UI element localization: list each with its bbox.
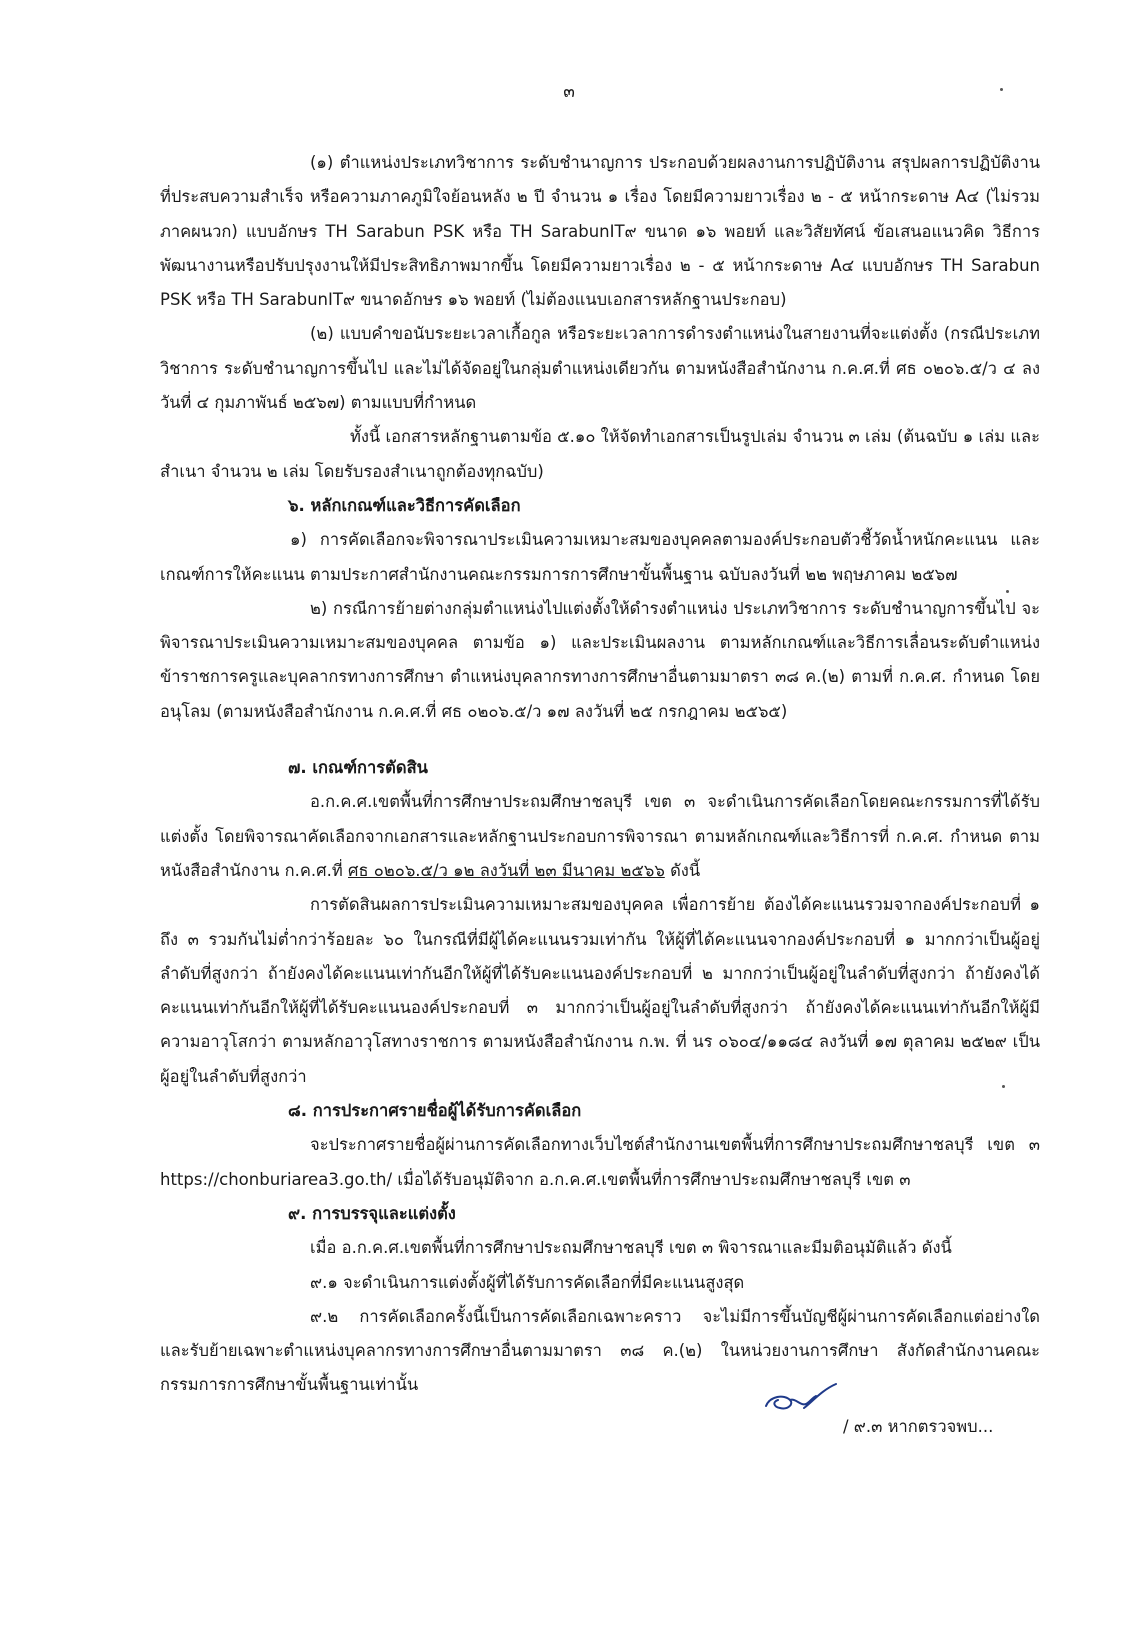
scan-speck bbox=[1006, 590, 1009, 593]
paragraph-note: ทั้งนี้ เอกสารหลักฐานตามข้อ ๕.๑๐ ให้จัดทำเอกสารเป็นรูปเล่ม จำนวน ๓ เล่ม (ต้นฉบับ ๑ เล่ม และสำเนา จำนวน ๒ เล่ม โดยรับรองสำเนาถูกต้องทุกฉบับ) bbox=[160, 427, 1040, 481]
section-heading-9: ๙. การบรรจุและแต่งตั้ง bbox=[288, 1203, 456, 1223]
judging-text-b: ดังนี้ bbox=[664, 860, 701, 880]
signature-mark bbox=[760, 1380, 840, 1420]
paragraph-item-1: (๑) ตำแหน่งประเภทวิชาการ ระดับชำนาญการ ประกอบด้วยผลงานการปฏิบัติงาน สรุปผลการปฏิบัติงานที่ประสบความสำเร็จ หรือความภาคภูมิใจย้อนหลัง ๒ ปี จำนวน ๑ เรื่อง โดยมีความยาวเรื่อง ๒ - ๕ หน้ากระดาษ A๔ (ไม่รวมภาคผนวก) แบบอักษร TH Sarabun PSK หรือ TH SarabunIT๙ ขนาด ๑๖ พอยท์ และวิสัยทัศน์ ข้อเสนอแนวคิด วิธีการพัฒนางานหรือปรับปรุงงานให้มีประสิทธิภาพมากขึ้น โดยมีความยาวเรื่อง ๒ - ๕ หน้ากระดาษ A๔ แบบอักษร TH Sarabun PSK หรือ TH SarabunIT๙ ขนาดอักษร ๑๖ พอยท์ (ไม่ต้องแนบเอกสารหลักฐานประกอบ) bbox=[160, 153, 1040, 310]
paragraph-item-2: (๒) แบบคำขอนับระยะเวลาเกื้อกูล หรือระยะเวลาการดำรงตำแหน่งในสายงานที่จะแต่งตั้ง (กรณีประเภทวิชาการ ระดับชำนาญการขึ้นไป และไม่ได้จัดอยู่ในกลุ่มตำแหน่งเดียวกัน ตามหนังสือสำนักงาน ก.ค.ศ.ที่ ศธ ๐๒๐๖.๕/ว ๔ ลงวันที่ ๔ กุมภาพันธ์ ๒๕๖๗) ตามแบบที่กำหนด bbox=[160, 324, 1040, 413]
judging-text-a: อ.ก.ค.ศ.เขตพื้นที่การศึกษาประถมศึกษาชลบุรี เขต ๓ จะดำเนินการคัดเลือกโดยคณะกรรมการที่ได้รับแต่งตั้ง โดยพิจารณาคัดเลือกจากเอกสารและหลักฐานประกอบการพิจารณา ตามหลักเกณฑ์และวิธีการที่ ก.ค.ศ. กำหนด ตามหนังสือสำนักงาน ก.ค.ศ.ที่ bbox=[160, 792, 1040, 880]
scan-speck bbox=[1002, 1085, 1005, 1088]
section-heading-6: ๖. หลักเกณฑ์และวิธีการคัดเลือก bbox=[288, 495, 521, 515]
paragraph-judging-result: การตัดสินผลการประเมินความเหมาะสมของบุคคล เพื่อการย้าย ต้องได้คะแนนรวมจากองค์ประกอบที่ ๑ ถึง ๓ รวมกันไม่ต่ำกว่าร้อยละ ๖๐ ในกรณีที่มีผู้ได้คะแนนรวมเท่ากัน ให้ผู้ที่ได้คะแนนจากองค์ประกอบที่ ๑ มากกว่าเป็นผู้อยู่ลำดับที่สูงกว่า ถ้ายังคงได้คะแนนเท่ากันอีกให้ผู้ที่ได้รับคะแนนองค์ประกอบที่ ๒ มากกว่าเป็นผู้อยู่ในลำดับที่สูงกว่า ถ้ายังคงได้คะแนนเท่ากันอีกให้ผู้ที่ได้รับคะแนนองค์ประกอบที่ ๓ มากกว่าเป็นผู้อยู่ในลำดับที่สูงกว่า ถ้ายังคงได้คะแนนเท่ากันอีกให้ผู้มีความอาวุโสกว่า ตามหลักอาวุโสทางราชการ ตามหนังสือสำนักงาน ก.พ. ที่ นร ๐๖๐๔/๑๑๘๔ ลงวันที่ ๑๗ ตุลาคม ๒๕๒๙ เป็นผู้อยู่ในลำดับที่สูงกว่า bbox=[160, 895, 1040, 1086]
paragraph-criteria-2: ๒) กรณีการย้ายต่างกลุ่มตำแหน่งไปแต่งตั้งให้ดำรงตำแหน่ง ประเภทวิชาการ ระดับชำนาญการขึ้นไป จะพิจารณาประเมินความเหมาะสมของบุคคล ตามข้อ ๑) และประเมินผลงาน ตามหลักเกณฑ์และวิธีการเลื่อนระดับตำแหน่งข้าราชการครูและบุคลากรทางการศึกษา ตำแหน่งบุคลากรทางการศึกษาอื่นตามมาตรา ๓๘ ค.(๒) ตามที่ ก.ค.ศ. กำหนด โดยอนุโลม (ตามหนังสือสำนักงาน ก.ค.ศ.ที่ ศธ ๐๒๐๖.๕/ว ๑๗ ลงวันที่ ๒๕ กรกฎาคม ๒๕๖๕) bbox=[160, 598, 1040, 721]
section-heading-7: ๗. เกณฑ์การตัดสิน bbox=[288, 758, 428, 778]
judging-reference-underlined: ศธ ๐๒๐๖.๕/ว ๑๒ ลงวันที่ ๒๓ มีนาคม ๒๕๖๖ bbox=[348, 860, 665, 880]
paragraph-appointment: เมื่อ อ.ก.ค.ศ.เขตพื้นที่การศึกษาประถมศึกษาชลบุรี เขต ๓ พิจารณาและมีมติอนุมัติแล้ว ดังนี้ bbox=[310, 1238, 952, 1258]
continuation-note: / ๙.๓ หากตรวจพบ... bbox=[843, 1417, 994, 1436]
paragraph-appointment-1: ๙.๑ จะดำเนินการแต่งตั้งผู้ที่ได้รับการคัดเลือกที่มีคะแนนสูงสุด bbox=[310, 1272, 745, 1292]
paragraph-announcement: จะประกาศรายชื่อผู้ผ่านการคัดเลือกทางเว็บไซต์สำนักงานเขตพื้นที่การศึกษาประถมศึกษาชลบุรี เขต ๓ https://chonburiarea3.go.th/ เมื่อได้รับอนุมัติจาก อ.ก.ค.ศ.เขตพื้นที่การศึกษาประถมศึกษาชลบุรี เขต ๓ bbox=[160, 1135, 1040, 1189]
section-heading-8: ๘. การประกาศรายชื่อผู้ได้รับการคัดเลือก bbox=[288, 1101, 582, 1121]
paragraph-judging bbox=[160, 785, 1040, 888]
document-body bbox=[160, 146, 1040, 1403]
page-number: ๓ bbox=[563, 82, 575, 102]
scan-speck bbox=[1000, 88, 1003, 91]
paragraph-criteria-1: ๑) การคัดเลือกจะพิจารณาประเมินความเหมาะสมของบุคคลตามองค์ประกอบตัวชี้วัดน้ำหนักคะแนน และเกณฑ์การให้คะแนน ตามประกาศสำนักงานคณะกรรมการการศึกษาขั้นพื้นฐาน ฉบับลงวันที่ ๒๒ พฤษภาคม ๒๕๖๗ bbox=[160, 530, 1040, 584]
paragraph-appointment-2: ๙.๒ การคัดเลือกครั้งนี้เป็นการคัดเลือกเฉพาะคราว จะไม่มีการขึ้นบัญชีผู้ผ่านการคัดเลือกแต่อย่างใด และรับย้ายเฉพาะตำแหน่งบุคลากรทางการศึกษาอื่นตามมาตรา ๓๘ ค.(๒) ในหน่วยงานการศึกษา สังกัดสำนักงานคณะกรรมการการศึกษาขั้นพื้นฐานเท่านั้น bbox=[160, 1306, 1040, 1395]
